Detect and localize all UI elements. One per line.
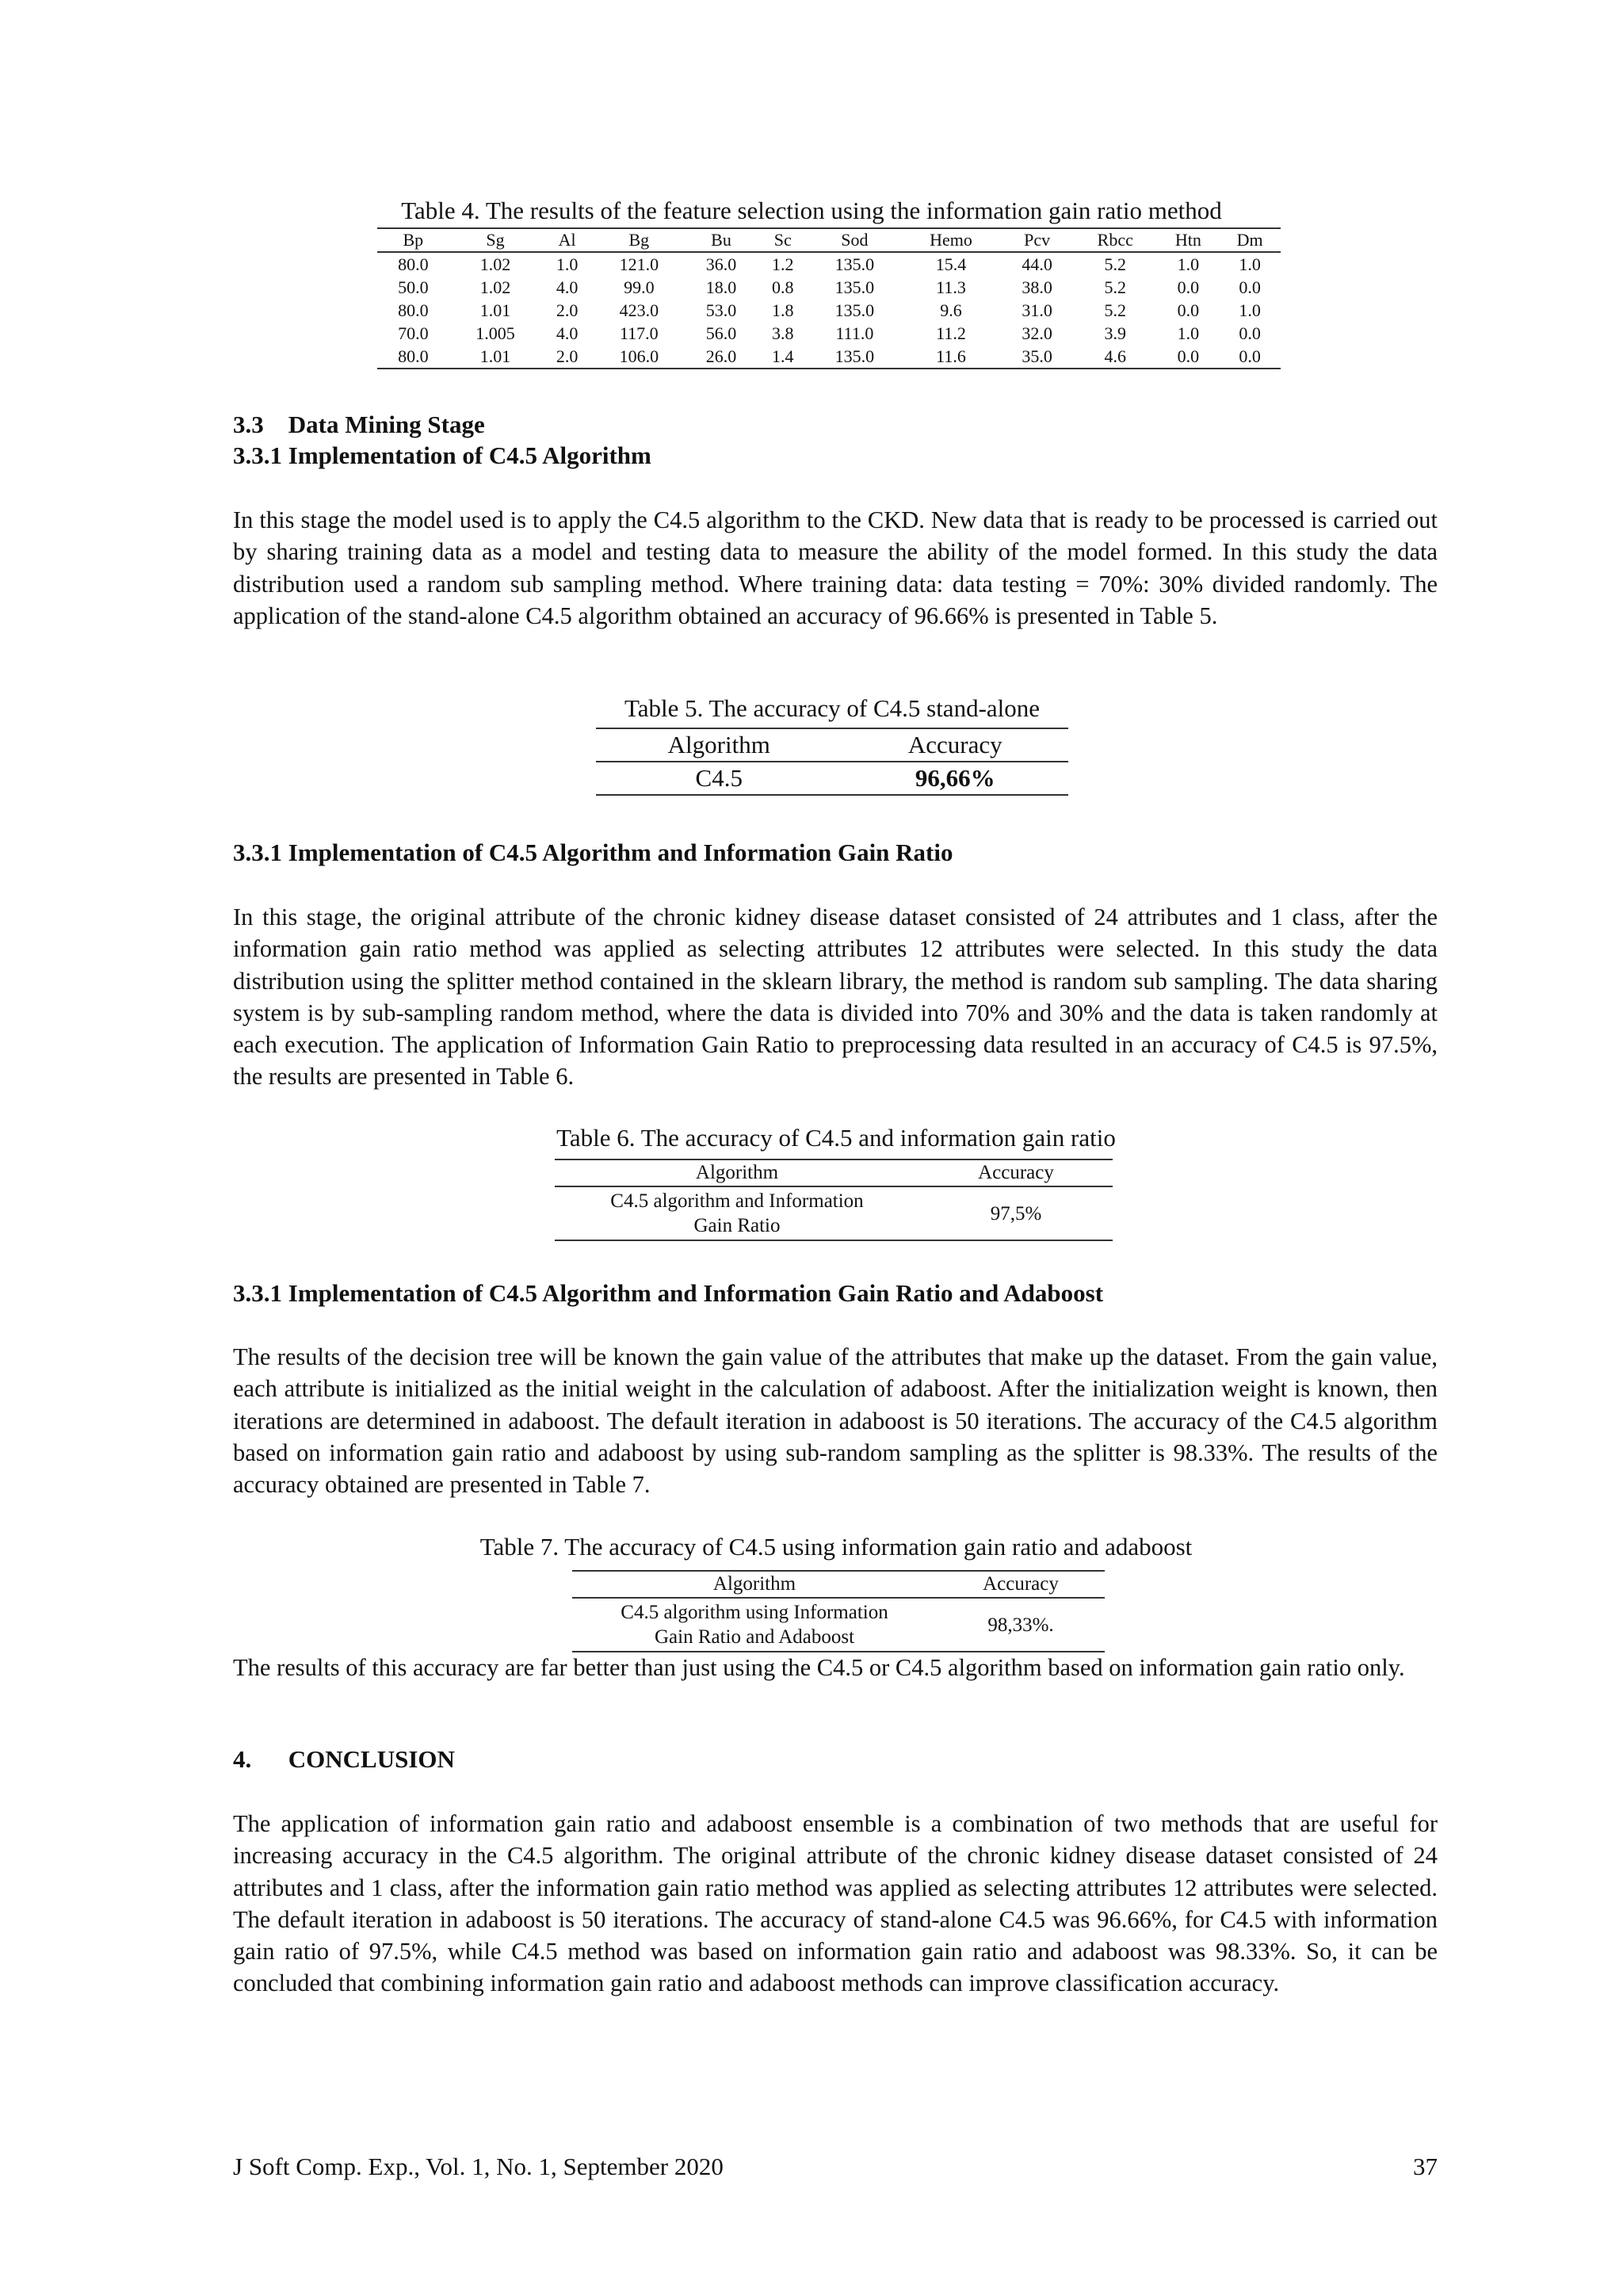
paragraph: In this stage the model used is to apply the C4.5 algorithm to the CKD. New data that is ready to be processed is carried out by sharing training data as a model and testing data to measure the ability of the model formed. In this study the data distribution used a random sub sampling method. Where training data: data testing = 70%: 30% divided randomly. The application of the stand-alone C4.5 algorithm obtained an accuracy of 96.66% is presented in Table 5. xyxy=(233,506,1438,629)
table4-cell: 135.0 xyxy=(834,277,875,297)
subsection-heading: 3.3.1 Implementation of C4.5 Algorithm xyxy=(233,441,651,469)
table4-cell: 0.0 xyxy=(1219,345,1281,369)
table4-cell: 5.2 xyxy=(1104,277,1126,297)
table4-caption: Table 4. The results of the feature selection using the information gain ratio method xyxy=(401,197,1222,224)
table4-cell: 26.0 xyxy=(685,345,758,369)
table4-cell: 11.2 xyxy=(936,323,966,343)
table4-cell: 0.0 xyxy=(1239,277,1261,297)
table-row xyxy=(377,252,1281,276)
table4-cell: 4.0 xyxy=(556,277,579,297)
table5-header: Accuracy xyxy=(842,728,1068,762)
table4-cell: 5.2 xyxy=(1104,300,1126,320)
table4-cell: 3.9 xyxy=(1104,323,1126,343)
table4-cell: 0.0 xyxy=(1239,323,1261,343)
table4-cell: 1.005 xyxy=(475,323,515,343)
table6-caption: Table 6. The accuracy of C4.5 and information gain ratio xyxy=(556,1124,1116,1152)
table4-cell: 11.6 xyxy=(901,345,1002,369)
table4-cell: 2.0 xyxy=(541,345,593,369)
table4-cell: 4.6 xyxy=(1073,345,1157,369)
table6-algorithm-line: Gain Ratio xyxy=(693,1215,781,1236)
table7-cell: 98,33%. xyxy=(937,1598,1105,1652)
table-row xyxy=(377,299,1281,322)
table5-cell: C4.5 xyxy=(596,762,842,795)
section-heading: 4. CONCLUSION xyxy=(233,1745,455,1773)
table4-cell: 1.01 xyxy=(449,345,542,369)
table4-cell: 1.0 xyxy=(1239,254,1261,274)
table4-cell: 117.0 xyxy=(620,323,659,343)
table7-row xyxy=(572,1598,1105,1652)
table4-header: Sc xyxy=(757,228,808,252)
table4-cell: 1.02 xyxy=(479,277,511,297)
table6-algorithm-line: C4.5 algorithm and Information xyxy=(610,1190,864,1212)
table5-row xyxy=(596,762,1068,795)
table4-cell: 80.0 xyxy=(377,345,449,369)
table4-cell: 111.0 xyxy=(835,323,874,343)
table7 xyxy=(572,1570,1105,1652)
section-heading: 3.3 Data Mining Stage xyxy=(233,411,485,438)
table4-cell: 0.8 xyxy=(771,277,794,297)
table4-cell: 44.0 xyxy=(1022,254,1052,274)
subsection-heading: 3.3.1 Implementation of C4.5 Algorithm and Information Gain Ratio xyxy=(233,839,953,866)
table5 xyxy=(596,728,1068,796)
table4-cell: 50.0 xyxy=(398,277,429,297)
table7-cell xyxy=(572,1598,937,1652)
table4 xyxy=(377,227,1281,369)
table4-cell: 423.0 xyxy=(619,300,659,320)
table4-cell: 1.0 xyxy=(1177,254,1200,274)
table4-cell: 0.0 xyxy=(1177,300,1200,320)
table4-cell: 2.0 xyxy=(556,300,579,320)
table6-header: Accuracy xyxy=(919,1159,1113,1186)
table4-cell: 9.6 xyxy=(940,300,962,320)
table4-cell: 1.8 xyxy=(771,300,794,320)
table4-cell: 106.0 xyxy=(593,345,685,369)
table4-header: Rbcc xyxy=(1073,228,1157,252)
table4-cell: 11.3 xyxy=(936,277,966,297)
table5-header-row xyxy=(596,728,1068,762)
table4-cell: 1.2 xyxy=(771,254,794,274)
table4-header: Sg xyxy=(449,228,542,252)
paragraph: The application of information gain ratio and adaboost ensemble is a combination of two methods that are useful for increasing accuracy in the C4.5 algorithm. The original attribute of the chronic kidney disease dataset consisted of 24 attributes and 1 class, after the information gain ratio method was applied as selecting attributes 12 attributes were selected. The default iteration in adaboost is 50 iterations. The accuracy of stand-alone C4.5 was 96.66%, for C4.5 with information gain ratio of 97.5%, while C4.5 method was based on information gain ratio and adaboost was 98.33%. So, it can be concluded that combining information gain ratio and adaboost methods can improve classification accuracy. xyxy=(233,1810,1438,1997)
table4-cell: 35.0 xyxy=(1001,345,1073,369)
table4-cell: 3.8 xyxy=(771,323,794,343)
table4-header: Bp xyxy=(377,228,449,252)
table4-header: Htn xyxy=(1157,228,1219,252)
paragraph: The results of the decision tree will be known the gain value of the attributes that make up the dataset. From the gain value, each attribute is initialized as the initial weight in the calculation of adaboost. After the initialization weight is known, then iterations are determined in adaboost. The default iteration in adaboost is 50 iterations. The accuracy of the C4.5 algorithm based on information gain ratio and adaboost by using sub-random sampling as the splitter is 98.33%. The results of the accuracy obtained are presented in Table 7. xyxy=(233,1343,1438,1499)
table4-header: Al xyxy=(541,228,593,252)
table-row xyxy=(377,322,1281,345)
table4-cell: 53.0 xyxy=(705,300,737,320)
table4-header: Sod xyxy=(808,228,901,252)
table4-cell: 99.0 xyxy=(624,277,655,297)
table4-cell: 38.0 xyxy=(1022,277,1052,297)
table4-cell: 0.0 xyxy=(1177,277,1200,297)
table4-cell: 121.0 xyxy=(619,254,659,274)
table6-cell xyxy=(555,1186,919,1240)
table7-caption: Table 7. The accuracy of C4.5 using information gain ratio and adaboost xyxy=(479,1533,1193,1561)
table5-header: Algorithm xyxy=(596,728,842,762)
table4-cell: 1.0 xyxy=(556,254,579,274)
paragraph: The results of this accuracy are far better than just using the C4.5 or C4.5 algorithm based on information gain ratio only. xyxy=(233,1654,1405,1681)
table4-header: Bu xyxy=(685,228,758,252)
table6-header: Algorithm xyxy=(555,1159,919,1186)
table4-cell: 1.01 xyxy=(479,300,511,320)
table4-cell: 70.0 xyxy=(398,323,429,343)
table4-body xyxy=(377,252,1281,369)
table7-algorithm-line: C4.5 algorithm using Information xyxy=(621,1602,888,1623)
table4-cell: 1.02 xyxy=(479,254,511,274)
table4-cell: 4.0 xyxy=(556,323,579,343)
table4-cell: 1.0 xyxy=(1239,300,1261,320)
table4-header: Dm xyxy=(1219,228,1281,252)
table4-cell: 135.0 xyxy=(808,345,901,369)
table4-header: Bg xyxy=(593,228,685,252)
table4-header: Pcv xyxy=(1001,228,1073,252)
table4-cell: 1.4 xyxy=(757,345,808,369)
table-row xyxy=(377,345,1281,369)
subsection-heading: 3.3.1 Implementation of C4.5 Algorithm and Information Gain Ratio and Adaboost xyxy=(233,1279,1104,1307)
footer-page-number: 37 xyxy=(1413,2153,1438,2180)
paragraph: In this stage, the original attribute of the chronic kidney disease dataset consisted of 24 attributes and 1 class, after the information gain ratio method was applied as selecting attributes 12 attributes were selected. In this study the data distribution using the splitter method contained in the sklearn library, the method is random sub sampling. The data sharing system is by sub-sampling random method, where the data is divided into 70% and 30% and the data is taken randomly at each execution. The application of Information Gain Ratio to preprocessing data resulted in an accuracy of C4.5 is 97.5%, the results are presented in Table 6. xyxy=(233,904,1438,1091)
table4-cell: 32.0 xyxy=(1022,323,1052,343)
table4-cell: 15.4 xyxy=(935,254,967,274)
table4-cell: 80.0 xyxy=(398,300,429,320)
table4-cell: 1.0 xyxy=(1177,323,1200,343)
table6-row xyxy=(555,1186,1113,1240)
table4-header: Hemo xyxy=(901,228,1002,252)
table4-cell: 5.2 xyxy=(1104,254,1126,274)
table6 xyxy=(555,1159,1113,1241)
table6-header-row xyxy=(555,1159,1113,1186)
table7-header: Accuracy xyxy=(937,1571,1105,1598)
table4-cell: 0.0 xyxy=(1157,345,1219,369)
table7-algorithm-line: Gain Ratio and Adaboost xyxy=(654,1626,855,1648)
table4-cell: 56.0 xyxy=(705,323,737,343)
table4-cell: 80.0 xyxy=(398,254,429,274)
table4-cell: 135.0 xyxy=(834,254,875,274)
table7-header: Algorithm xyxy=(572,1571,937,1598)
table4-cell: 36.0 xyxy=(705,254,737,274)
table4-cell: 135.0 xyxy=(834,300,875,320)
table5-cell: 96,66% xyxy=(842,762,1068,795)
table4-cell: 31.0 xyxy=(1022,300,1052,320)
table-row xyxy=(377,276,1281,299)
table6-cell: 97,5% xyxy=(919,1186,1113,1240)
table7-header-row xyxy=(572,1571,1105,1598)
footer-journal: J Soft Comp. Exp., Vol. 1, No. 1, September 2020 xyxy=(233,2153,724,2180)
table4-header-row xyxy=(377,228,1281,252)
table4-cell: 18.0 xyxy=(705,277,737,297)
table5-caption: Table 5. The accuracy of C4.5 stand-alone xyxy=(624,694,1041,722)
